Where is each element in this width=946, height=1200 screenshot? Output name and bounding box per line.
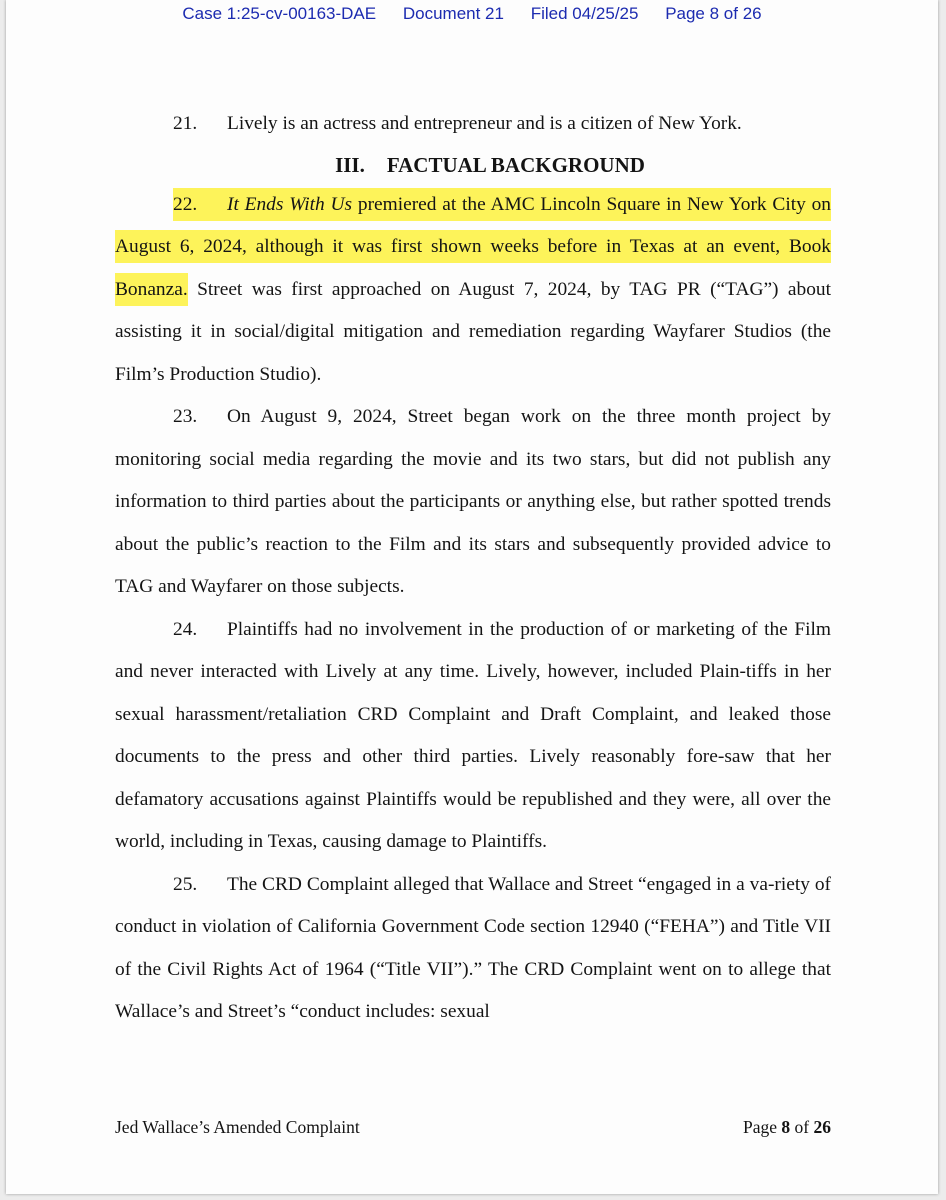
film-title: It Ends With Us: [227, 193, 353, 215]
page-footer: [115, 1117, 831, 1138]
case-number: Case 1:25-cv-00163-DAE: [182, 4, 377, 23]
paragraph-21: [115, 103, 831, 146]
paragraph-text: On August 9, 2024, Street began work on the three month project by monitoring social media regarding the movie and its two stars, but did not publish any information to third parties about the participants or anything else, but rather spotted trends about the public’s reaction to the Film and its stars and subsequently provided advice to TAG and Wayfarer on those subjects.: [115, 406, 831, 597]
stamp-page-number: Page 8 of 26: [665, 4, 762, 23]
section-heading: [115, 146, 831, 184]
section-title: FACTUAL BACKGROUND: [386, 152, 645, 177]
paragraph-text: The CRD Complaint alleged that Wallace and Street “engaged in a va-riety of conduct in violation of California Government Code section 12940 (“FEHA”) and Title VII of the Civil Rights Act of 1964 (“Title VII”).” The CRD Complaint went on to allege that Wallace’s and Street’s “conduct includes: sexual: [115, 873, 831, 1022]
paragraph-24: [115, 609, 831, 864]
paragraph-number: 22.: [173, 193, 198, 215]
filing-header-stamp: [6, 4, 938, 24]
paragraph-number: 24.: [173, 618, 198, 640]
footer-page-number: Page 8 of 26: [743, 1117, 831, 1137]
paragraph-number: 25.: [173, 873, 198, 895]
paragraph-22: [115, 184, 831, 397]
document-number: Document 21: [402, 4, 504, 23]
paragraph-text: Plaintiffs had no involvement in the production of or marketing of the Film and never interacted with Lively at any time. Lively, however, included Plain-tiffs in her sexual harassment/retaliation CRD Complaint and Draft Complaint, and leaked those documents to the press and other third parties. Lively reasonably fore-saw that her defamatory accusations against Plaintiffs would be republished and they were, all over the world, including in Texas, causing damage to Plaintiffs.: [115, 618, 831, 852]
paragraph-25: [115, 864, 831, 1034]
paragraph-number: 21.: [173, 113, 198, 134]
document-body: [115, 103, 831, 1034]
filed-date: Filed 04/25/25: [530, 4, 639, 23]
paragraph-text: Lively is an actress and entrepreneur and is a citizen of New York.: [227, 113, 742, 134]
footer-document-title: Jed Wallace’s Amended Complaint: [115, 1117, 360, 1137]
paragraph-text: Street was first approached on August 7, 2024, by TAG PR (“TAG”) about assisting it in social/digital mitigation and remediation regarding Wayfarer Studios (the Film’s Production Studio).: [115, 278, 831, 385]
paragraph-number: 23.: [173, 406, 198, 427]
document-page: [6, 0, 938, 1194]
highlighted-sentence: premiered at the AMC Lincoln Square in New York City on August 6, 2024, although it was first shown weeks before in Texas at an event, Book Bonanza.: [115, 193, 831, 300]
paragraph-23: [115, 396, 831, 609]
section-numeral: III.: [335, 152, 365, 177]
